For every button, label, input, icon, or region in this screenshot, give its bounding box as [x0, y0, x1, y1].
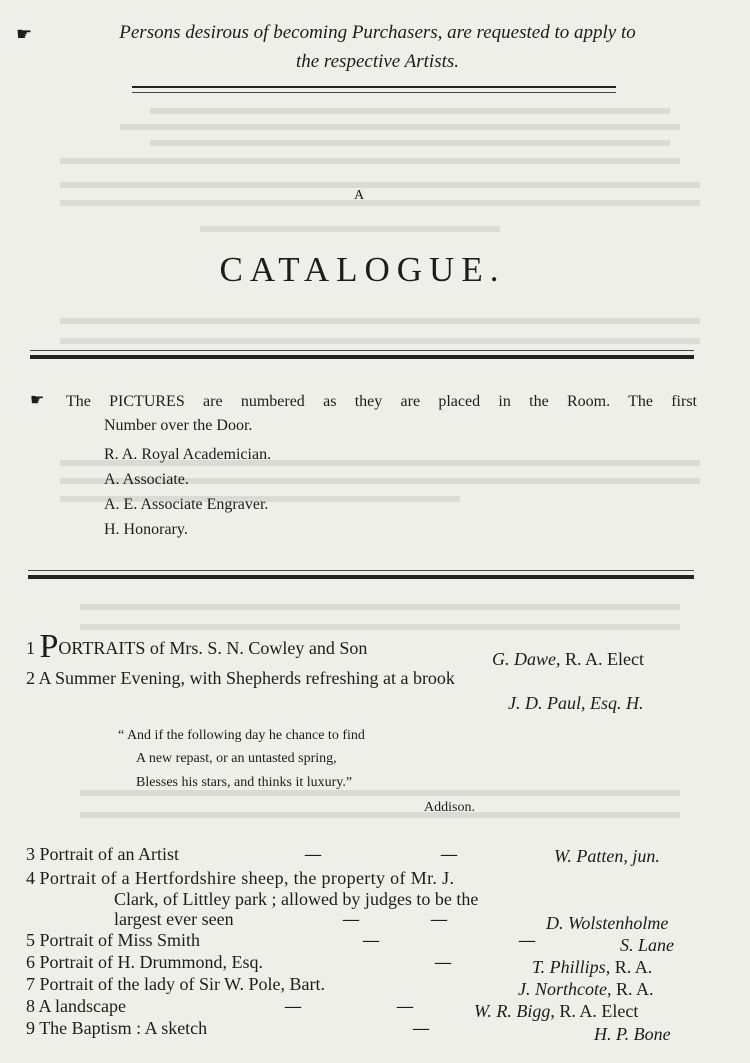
- abbreviation-4: H. Honorary.: [104, 521, 188, 538]
- dash: —: [440, 844, 458, 865]
- catalogue-entry-4: [26, 868, 454, 889]
- divider-rule: [28, 575, 694, 579]
- entry-number: 4: [26, 868, 35, 888]
- dash: —: [412, 1018, 430, 1039]
- catalogue-entry-8: [26, 996, 126, 1017]
- entry-title: Portrait of Miss Smith: [39, 930, 201, 950]
- abbreviation-2: A. Associate.: [104, 471, 189, 488]
- pictures-note-line-2: Number over the Door.: [104, 417, 253, 434]
- pointing-hand-icon: ☛: [30, 390, 45, 409]
- abbreviation-3: A. E. Associate Engraver.: [104, 496, 269, 513]
- entry-number: 6: [26, 952, 35, 972]
- entry-title: Portrait of an Artist: [39, 844, 179, 864]
- entry-8-artist: W. R. Bigg, R. A. Elect: [474, 1001, 639, 1021]
- entry-6-artist: T. Phillips, R. A.: [532, 957, 653, 977]
- entry-4-line-2: Clark, of Littley park ; allowed by judges to be the: [114, 889, 479, 909]
- dash: —: [434, 952, 452, 973]
- catalogue-entry-7: [26, 974, 325, 995]
- abbreviation-1: R. A. Royal Academician.: [104, 446, 272, 463]
- quote-line-2: A new repast, or an untasted spring,: [136, 751, 337, 766]
- dash: —: [518, 930, 536, 951]
- entry-title: Portrait of H. Drummond, Esq.: [39, 952, 263, 972]
- entry-number: 9: [26, 1018, 35, 1038]
- page-title: CATALOGUE.: [219, 250, 506, 289]
- catalogue-entry-2: [26, 668, 455, 689]
- entry-9-artist: H. P. Bone: [594, 1024, 671, 1044]
- quote-author: Addison.: [424, 800, 475, 815]
- quote-line-3: Blesses his stars, and thinks it luxury.”: [136, 775, 353, 790]
- dash: —: [396, 996, 414, 1017]
- entry-number: 8: [26, 996, 35, 1016]
- entry-title: ORTRAITS of Mrs. S. N. Cowley and Son: [58, 638, 368, 658]
- entry-5-artist: S. Lane: [620, 935, 674, 955]
- drop-initial: P: [39, 628, 59, 665]
- entry-title: A Summer Evening, with Shepherds refreshing at a brook: [38, 668, 455, 688]
- entry-title: The Baptism : A sketch: [39, 1018, 208, 1038]
- entry-3-artist: W. Patten, jun.: [554, 846, 660, 866]
- catalogue-entry-5: [26, 930, 200, 951]
- entry-2-artist: J. D. Paul, Esq. H.: [508, 693, 644, 713]
- catalogue-entry-9: [26, 1018, 207, 1039]
- dash: —: [304, 844, 322, 865]
- notice-line-2: the respective Artists.: [295, 51, 460, 72]
- catalogue-entry-1: [26, 628, 367, 666]
- divider-rule-thin: [132, 92, 616, 93]
- entry-1-artist: G. Dawe, R. A. Elect: [492, 649, 644, 669]
- entry-title: Portrait of the lady of Sir W. Pole, Bart.: [39, 974, 325, 994]
- dash: —: [362, 930, 380, 951]
- pictures-note: [66, 390, 697, 438]
- dash: —: [284, 996, 302, 1017]
- catalogue-entry-6: [26, 952, 263, 973]
- entry-number: 1: [26, 638, 35, 658]
- divider-rule: [30, 355, 694, 359]
- entry-number: 3: [26, 844, 35, 864]
- entry-number: 5: [26, 930, 35, 950]
- quote-line-1: “ And if the following day he chance to find: [118, 728, 365, 743]
- entry-4-line-3: largest ever seen: [114, 909, 234, 929]
- purchasers-notice: [20, 18, 735, 76]
- divider-rule-thin: [30, 350, 694, 351]
- entry-7-artist: J. Northcote, R. A.: [518, 979, 654, 999]
- entry-4-artist: D. Wolstenholme: [546, 913, 669, 933]
- notice-line-1: Persons desirous of becoming Purchasers, are requested to apply to: [119, 22, 636, 43]
- dash: —: [430, 909, 448, 930]
- article-a: A: [354, 188, 365, 203]
- entry-number: 7: [26, 974, 35, 994]
- entry-number: 2: [26, 668, 35, 688]
- pointing-hand-icon: ☛: [16, 24, 33, 45]
- catalogue-entry-3: [26, 844, 179, 865]
- entry-title: A landscape: [38, 996, 126, 1016]
- dash: —: [342, 909, 360, 930]
- pictures-note-line-1: The PICTURES are numbered as they are placed in the Room. The first: [66, 393, 697, 410]
- divider-rule-thin: [28, 570, 694, 571]
- divider-rule: [132, 86, 616, 88]
- entry-title-line-1: Portrait of a Hertfordshire sheep, the property of Mr. J.: [39, 868, 455, 888]
